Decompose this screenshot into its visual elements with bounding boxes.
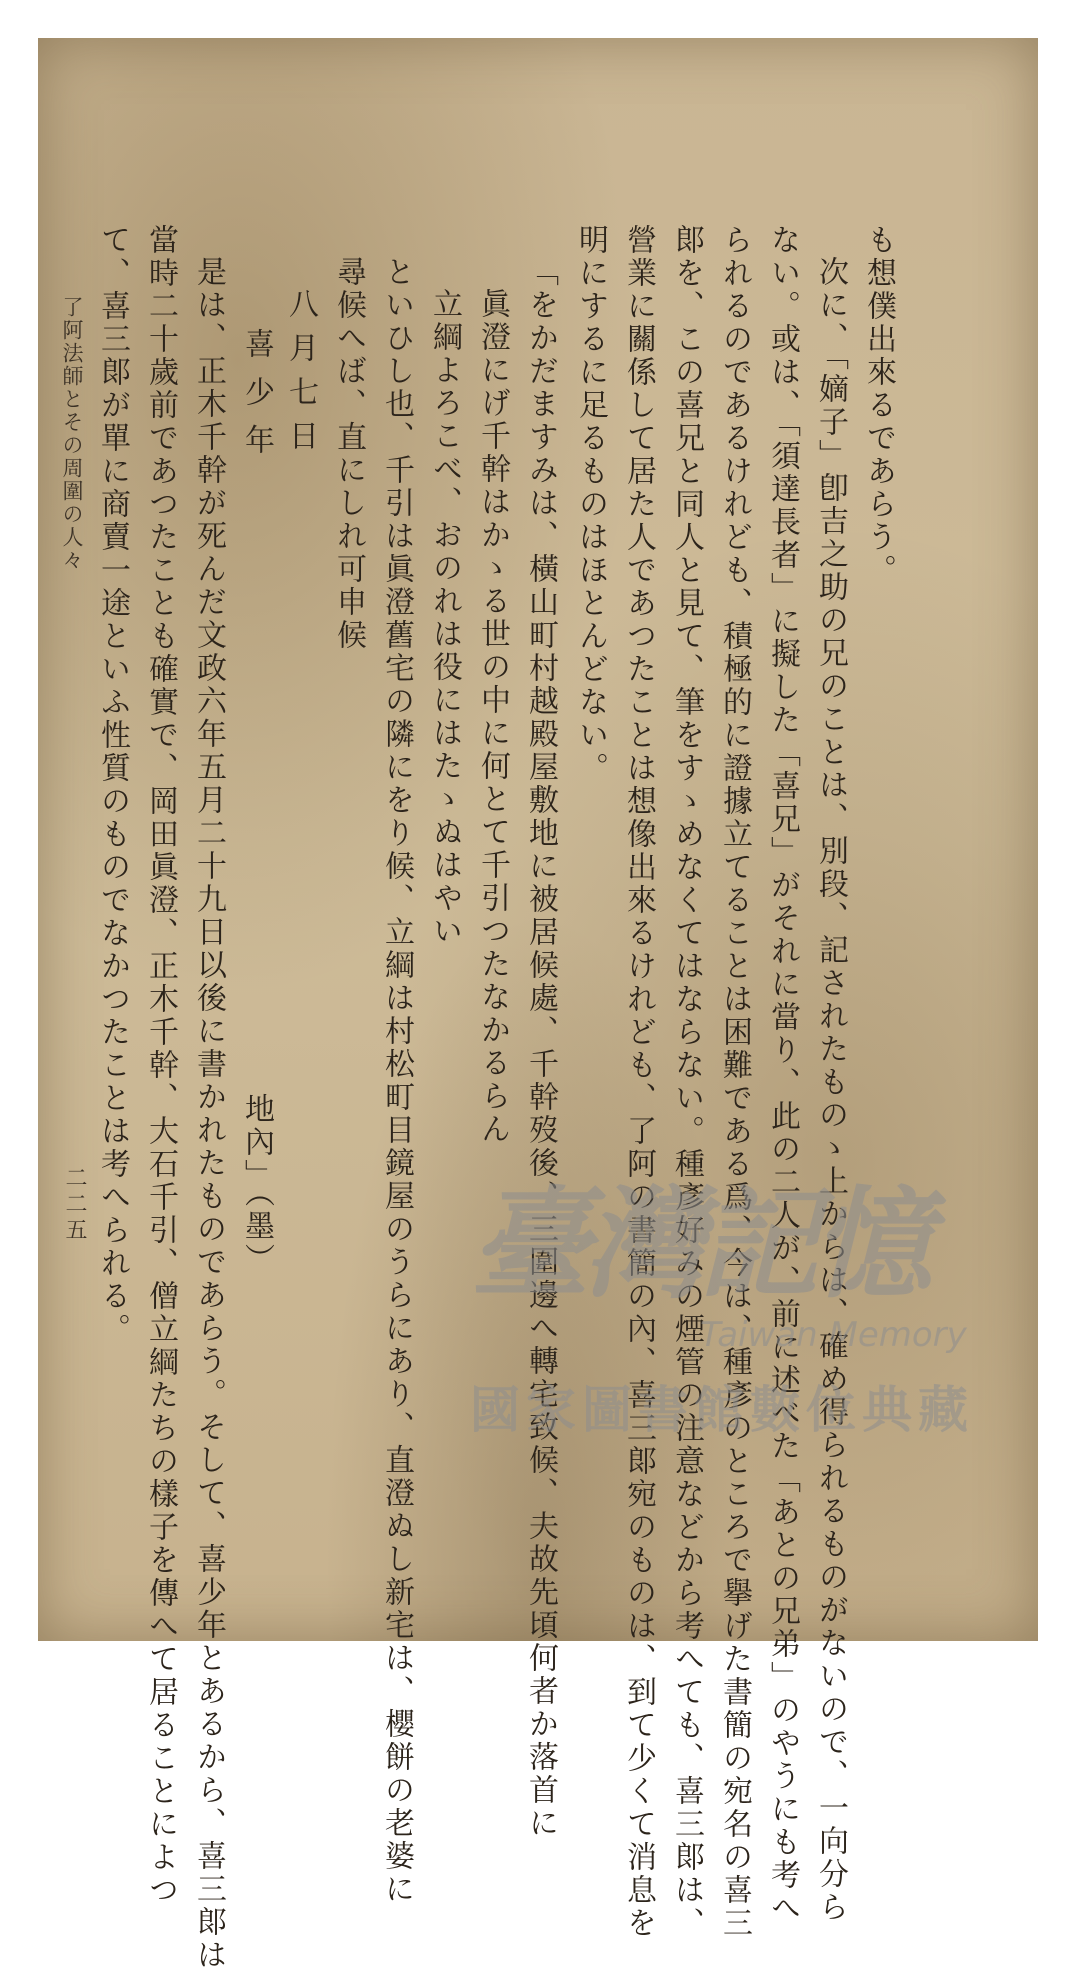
poem-line-2: 立綱よろこべ、おのれは役にはたゝぬはやい (427, 288, 462, 948)
page-number: 二二五 (62, 1166, 87, 1244)
text-column-5: 郞を、この喜兄と同人と見て、筆をすゝめなくてはならない。種彥好みの煙管の注意などから考へても、喜三郞は、 (669, 224, 704, 1940)
watermark-institution: 國家圖書館數位典藏 (470, 1381, 974, 1439)
letter-date: 八月七日 (283, 288, 318, 464)
text-column-2: 次に、「嫡子」卽吉之助の兄のことは、別段、記されたものゝ上からは、確め得られるものがないので、一向分ら (813, 256, 848, 1924)
text-column-6: 營業に關係して居た人であつたことは想像出來るけれども、了阿の書簡の內、喜三郞宛のものは、到て少くて消息を (621, 224, 656, 1940)
quote-column-1: 「をかだますみは、橫山町村越殿屋敷地に被居候處、千幹歿後、三圍邊へ轉宅致候、夫故先頃何者か落首に (523, 256, 558, 1840)
running-title: 了阿法師とその周圍の人々 (60, 296, 84, 572)
scanned-page (38, 38, 1038, 1972)
letter-addressee: 喜少年 (239, 328, 274, 472)
text-column-7: 明にするに足るものはほとんどない。 (573, 224, 608, 785)
poem-line-1: 眞澄にげ千幹はかゝる世の中に何とて千引つたなかるらん (475, 288, 510, 1146)
letter-signature: 地內」（墨） (239, 1093, 274, 1276)
text-column-3: ない。或は、「須達長者」に擬した「喜兄」がそれに當り、此の二人が、前に述べた「あとの兄弟」のやうにも考へ (765, 224, 800, 1925)
text-column-4: られるのであるけれども、積極的に證據立てることは困難である爲、今は、種彥のところで擧げた書簡の宛名の喜三 (717, 224, 752, 1940)
text-column-9: 當時二十歲前であつたことも確實で、岡田眞澄、正木千幹、大石千引、僧立綱たちの樣子を傳へて居ることによつ (143, 224, 178, 1907)
text-column-10: て、喜三郞が單に商賣一途といふ性質のものでなかつたことは考へられる。 (95, 224, 130, 1346)
text-column-1: も想僕出來るであらう。 (861, 224, 896, 587)
watermark-english: Taiwan Memory (700, 1315, 967, 1355)
quote-column-2: といひし也、千引は眞澄舊宅の隣にをり候、立綱は村松町目鏡屋のうらにあり、直澄ぬし新宅は、櫻餅の老婆に (379, 256, 414, 1906)
text-column-8: 是は、正木千幹が死んだ文政六年五月二十九日以後に書かれたものであらう。そして、喜少年とあるから、喜三郞は (191, 256, 226, 1972)
watermark-script: 臺灣記憶 (470, 1174, 926, 1315)
quote-column-3: 尋候へば、直にしれ可申候 (331, 256, 366, 652)
